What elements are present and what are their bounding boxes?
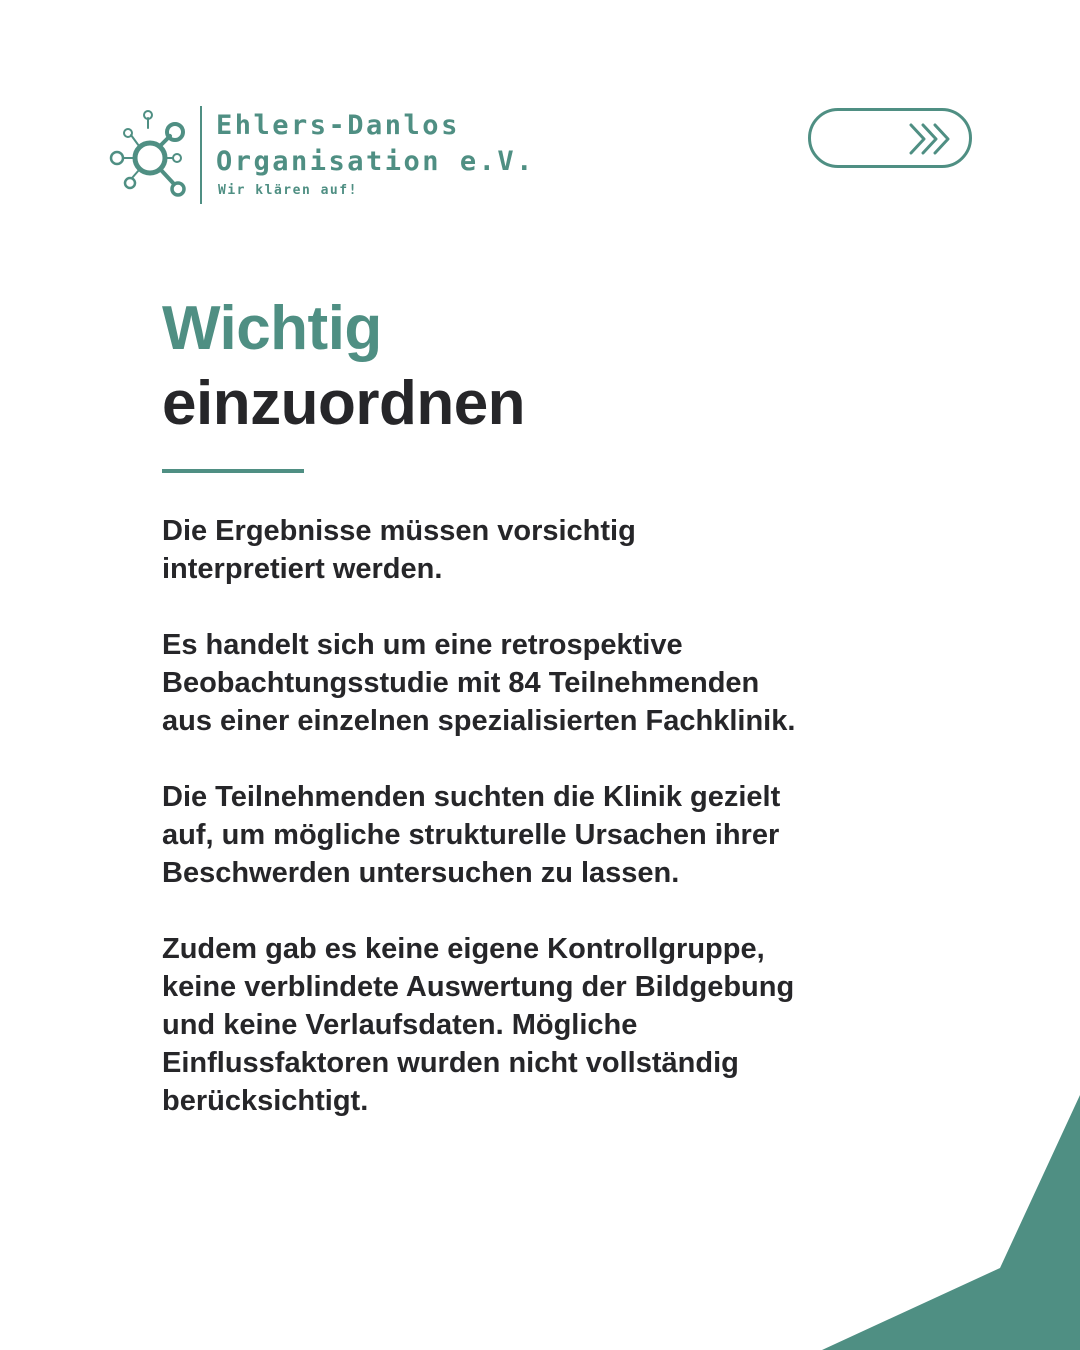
paragraph-interpretation: Die Ergebnisse müssen vorsichtig interpretiert werden. <box>162 515 636 585</box>
next-slide-button[interactable] <box>808 108 972 168</box>
paragraph-participants: Die Teilnehmenden suchten die Klinik gezielt auf, um mögliche strukturelle Ursachen ihrer Beschwerden untersuchen zu lassen. <box>162 781 781 889</box>
logo-title-line1: Ehlers-Danlos <box>216 110 460 141</box>
brand-logo <box>108 106 535 206</box>
logo-tagline: Wir klären auf! <box>218 183 358 198</box>
logo-title-line2: Organisation e.V. <box>216 146 535 177</box>
paragraph-study-design: Es handelt sich um eine retrospektive Beobachtungsstudie mit 84 Teilnehmenden aus einer einzelnen spezialisierten Fachklinik. <box>162 629 796 737</box>
logo-divider <box>200 106 202 204</box>
heading-accent: Wichtig <box>162 294 382 363</box>
heading-main: einzuordnen <box>162 369 526 438</box>
molecule-network-icon <box>108 108 190 200</box>
triple-chevron-right-icon <box>907 122 955 156</box>
paragraph-limitations: Zudem gab es keine eigene Kontrollgruppe, keine verblindete Auswertung der Bildgebung und keine Verlaufsdaten. Mögliche Einflussfaktoren wurden nicht vollständig berücksichtigt. <box>162 933 795 1117</box>
heading-underline <box>162 469 304 473</box>
